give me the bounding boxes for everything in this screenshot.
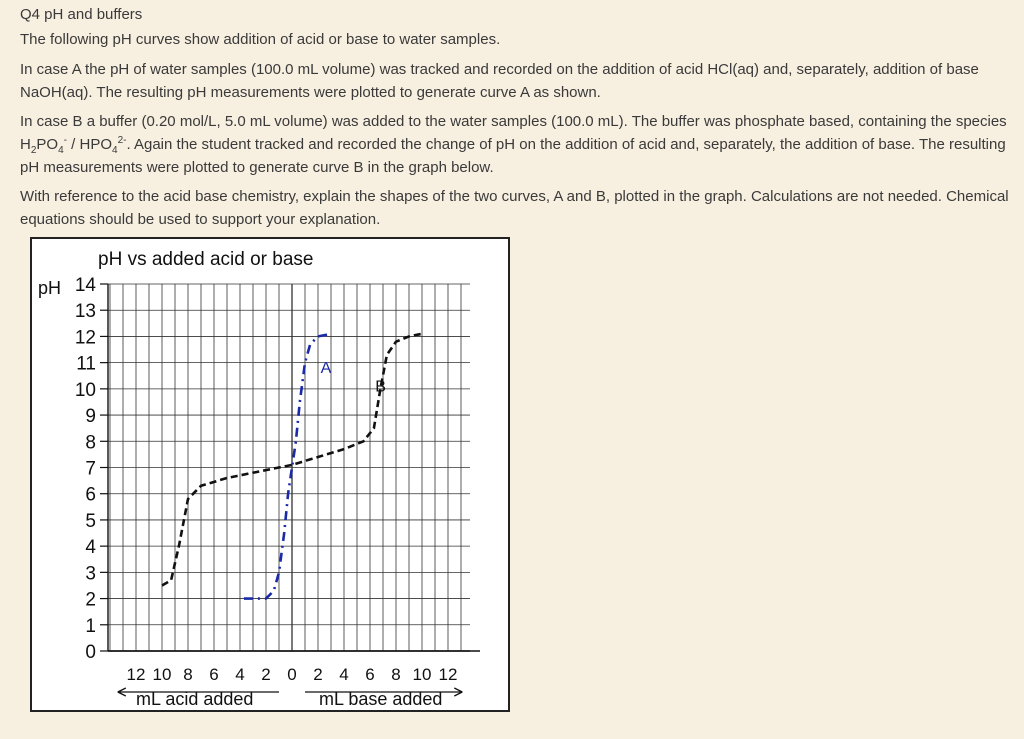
case-b-text: In case B a buffer (0.20 mol/L, 5.0 mL volume) was added to the water samples (100.0 mL). The buffer was phosphate based, containing the species $H_2PO_4^- / HPO_4^{2-}$. Again the student tracked and recorded the change of pH on the addition of acid and, separately, the addition of base. The resulting pH measurements were plotted to generate curve B in the graph below. <box>20 113 1007 176</box>
curve-label-B: B <box>375 378 386 396</box>
x-tick-label: 2 <box>313 665 323 684</box>
grid <box>108 284 480 651</box>
case-a-text: In case A the pH of water samples (100.0 mL volume) was tracked and recorded on the addition of acid HCl(aq) and, separately, addition of base NaOH(aq). The resulting pH measurements were plotted to generate curve A as shown. <box>20 61 979 101</box>
y-axis-label: pH <box>38 278 62 298</box>
y-tick-label: 7 <box>85 458 96 480</box>
x-tick-label: 10 <box>412 665 432 684</box>
ph-chart <box>32 239 508 710</box>
y-tick-label: 4 <box>85 537 96 559</box>
x-tick-label: 12 <box>438 665 458 684</box>
y-tick-label: 8 <box>85 432 96 454</box>
x-tick-label: 6 <box>209 665 219 684</box>
chart-title: pH vs added acid or base <box>98 249 314 270</box>
y-tick-label: 2 <box>85 589 96 611</box>
curve-label-A: A <box>320 360 332 378</box>
x-label-base: mL base added <box>319 689 443 709</box>
y-tick-label: 5 <box>85 510 96 532</box>
y-tick-label: 12 <box>74 327 96 349</box>
x-tick-label: 6 <box>365 665 375 684</box>
x-tick-label: 4 <box>339 665 349 684</box>
intro-text: The following pH curves show addition of acid or base to water samples. <box>20 31 501 48</box>
question-title: Q4 pH and buffers <box>20 6 143 23</box>
y-tick-label: 9 <box>85 406 96 428</box>
ph-chart-figure <box>30 237 510 712</box>
y-tick-label: 6 <box>85 484 96 506</box>
y-tick-label: 1 <box>85 615 96 637</box>
x-tick-label: 8 <box>391 665 401 684</box>
y-tick-label: 14 <box>74 275 96 296</box>
x-label-acid: mL acid added <box>136 689 254 709</box>
x-tick-label: 10 <box>152 665 172 684</box>
y-tick-label: 11 <box>76 353 96 375</box>
x-tick-label: 4 <box>235 665 245 684</box>
x-tick-label: 8 <box>183 665 193 684</box>
y-tick-label: 13 <box>74 301 96 323</box>
x-tick-label: 2 <box>261 665 271 684</box>
x-tick-label: 12 <box>126 665 146 684</box>
x-tick-label: 0 <box>287 665 297 684</box>
task-text: With reference to the acid base chemistry, explain the shapes of the two curves, A and B, plotted in the graph. Calculations are not needed. Chemical equations should be used to support your explanation. <box>20 188 1009 228</box>
y-tick-label: 0 <box>85 642 96 663</box>
y-tick-label: 10 <box>74 379 96 401</box>
y-tick-label: 3 <box>85 563 96 585</box>
